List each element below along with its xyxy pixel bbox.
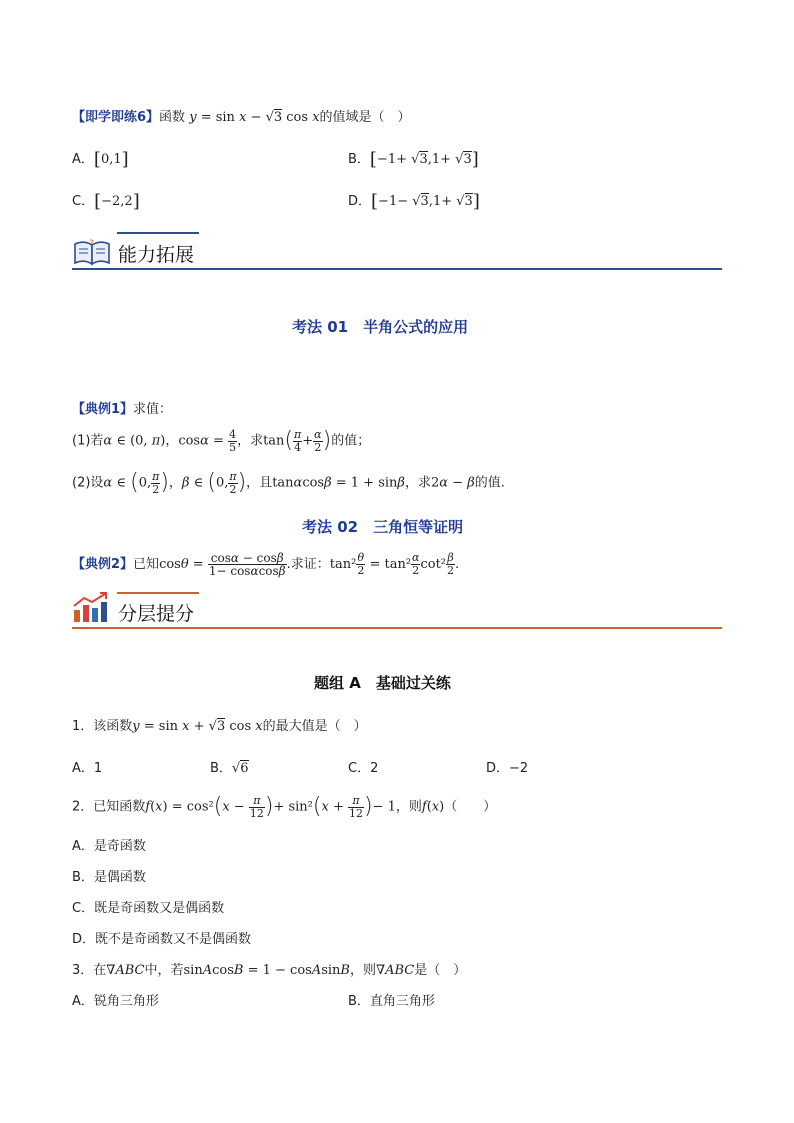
question-3-option-b[interactable]: B．直角三角形 xyxy=(348,994,435,1009)
question-1-option-a[interactable]: A．1 xyxy=(72,761,103,776)
question-2-option-d[interactable]: D．既不是奇函数又不是偶函数 xyxy=(72,932,252,947)
svg-text:?: ? xyxy=(89,239,94,249)
question-1-option-c[interactable]: C．2 xyxy=(348,761,379,776)
practice-6-stem: 【即学即练6】函数 y = sin x − √3 cos x的值域是（ ） xyxy=(72,110,411,125)
question-2-option-a[interactable]: A．是奇函数 xyxy=(72,839,146,854)
practice-6-option-d[interactable]: D．[−1− √3,1+ √3] xyxy=(348,191,480,212)
practice-6-option-b[interactable]: B．[−1+ √3,1+ √3] xyxy=(348,149,479,170)
question-1-option-b[interactable]: B．√6 xyxy=(210,761,249,776)
section-ability-title: 能力拓展 xyxy=(118,244,195,266)
practice-6-option-a[interactable]: A．[0,1] xyxy=(72,149,129,170)
question-3-stem: 3．在∇ABC中，若sinAcosB = 1 − cosAsinB，则∇ABC是（ ） xyxy=(72,963,467,978)
question-2-stem: 2．已知函数f(x) = cos²(x − $\frac{\pi}{12}$ )+ sin²(x + $\frac{\pi}{12}$ )− 1，则f(x)（ ） xyxy=(72,793,497,820)
question-1-stem: 1．该函数y = sin x + √3 cos x的最大值是（ ） xyxy=(72,719,367,734)
bar-chart-icon xyxy=(72,592,110,628)
example-2-tag: 【典例2】 xyxy=(72,557,134,572)
example-1-part-1: (1)若α ∈ (0, π)，cosα = $\frac{4}{5}$ ，求tan( $\frac{\pi}{4}$ + $\frac{\alpha}{2}$ )的值； xyxy=(72,427,371,454)
practice-6-option-c[interactable]: C．[−2,2] xyxy=(72,191,140,212)
question-2-option-b[interactable]: B．是偶函数 xyxy=(72,870,146,885)
question-2-option-c[interactable]: C．既是奇函数又是偶函数 xyxy=(72,901,225,916)
section-ability-topline xyxy=(117,232,199,234)
group-a-title: 题组 A 基础过关练 xyxy=(314,674,451,692)
book-icon xyxy=(72,236,112,272)
question-1-option-d[interactable]: D．−2 xyxy=(486,761,529,776)
example-2: 【典例2】已知cosθ = $\frac{\cos\alpha - \cos\beta}{1- \cos\alpha\cos\beta}$ .求证：tan² $\frac{\theta}{2}$ = tan² $\frac{\alpha}{2}$ cot² $\frac{\beta}{2}$ . xyxy=(72,551,460,578)
section-layer-topline xyxy=(117,592,199,594)
question-3-option-a[interactable]: A．锐角三角形 xyxy=(72,994,159,1009)
practice-6-tag: 【即学即练6】 xyxy=(72,110,160,125)
section-layer-title: 分层提分 xyxy=(118,603,195,625)
example-1-tag: 【典例1】 xyxy=(72,402,134,417)
section-layer-divider xyxy=(72,627,722,629)
kaofa-01-title: 考法 01 半角公式的应用 xyxy=(292,318,469,336)
kaofa-02-title: 考法 02 三角恒等证明 xyxy=(302,518,464,536)
example-1-header: 【典例1】求值： xyxy=(72,402,173,417)
section-ability-divider xyxy=(72,268,722,270)
example-1-part-2: (2)设α ∈ (0, $\frac{\pi}{2}$ )，β ∈ (0, $\frac{\pi}{2}$ )，且tanαcosβ = 1 + sinβ，求2α − β的值. xyxy=(72,469,505,496)
